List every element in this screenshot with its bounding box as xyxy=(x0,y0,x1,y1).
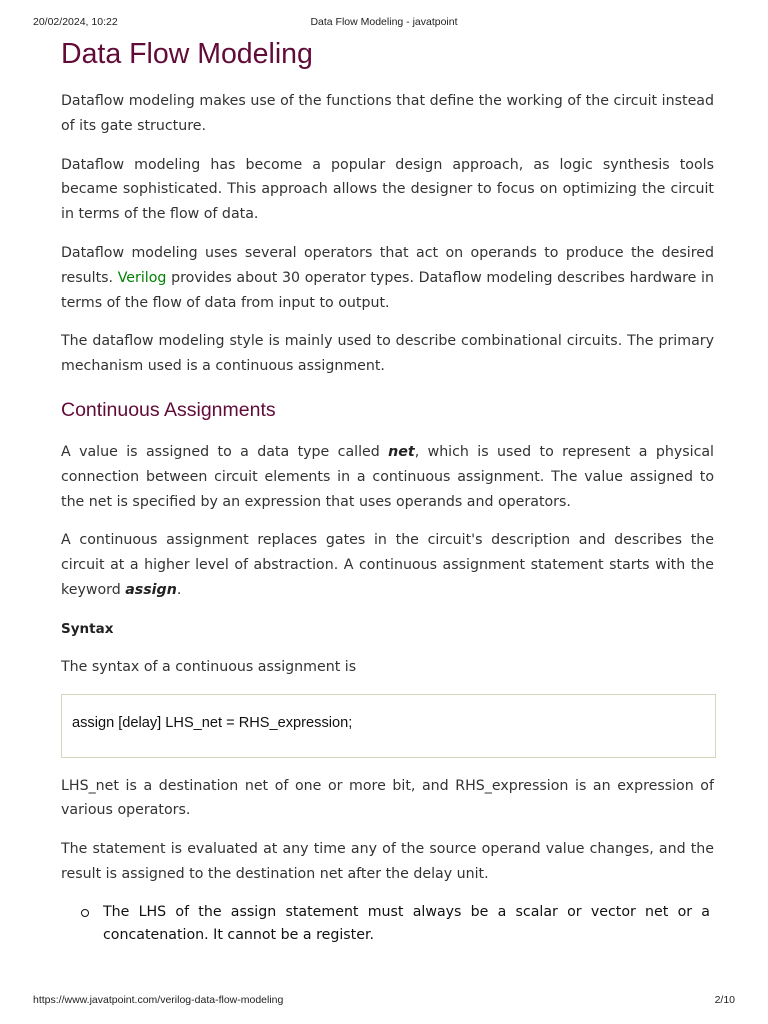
code-block xyxy=(61,694,716,758)
intro-paragraph-3-end: provides about 30 operator types. Dataflow modeling describes hardware in terms of the flow of data from input to output. xyxy=(61,269,714,311)
page-title: Data Flow Modeling xyxy=(61,38,313,70)
section-paragraph-1-start: A value is assigned to a data type called xyxy=(61,443,389,460)
keyword-assign: assign xyxy=(125,581,177,598)
print-url: https://www.javatpoint.com/verilog-data-flow-modeling xyxy=(33,994,284,1006)
print-header xyxy=(33,16,735,30)
intro-paragraph-4: The dataflow modeling style is mainly used to describe combinational circuits. The primary mechanism used is a continuous assignment. xyxy=(61,333,714,375)
intro-paragraph-2: Dataflow modeling has become a popular design approach, as logic synthesis tools became sophisticated. This approach allows the designer to focus on optimizing the circuit in terms of the flow of data. xyxy=(61,156,714,223)
print-document-title: Data Flow Modeling - javatpoint xyxy=(310,16,458,28)
intro-paragraph-3-start: Dataflow modeling uses several operators that act on operands to produce the desired results. xyxy=(61,244,714,286)
syntax-intro: The syntax of a continuous assignment is xyxy=(61,658,357,675)
section-paragraph-2 xyxy=(61,528,714,602)
article-content xyxy=(61,36,714,947)
intro-paragraph-3 xyxy=(61,241,714,315)
section-paragraph-4: The statement is evaluated at any time any of the source operand value changes, and the result is assigned to the destination net after the delay unit. xyxy=(61,841,714,882)
intro-paragraph-1: Dataflow modeling makes use of the functions that define the working of the circuit instead of its gate structure. xyxy=(61,93,714,134)
section-paragraph-2-end: . xyxy=(176,581,182,598)
section-paragraph-1-end: , which is used to represent a physical connection between circuit elements in a continuous assignment. The value assigned to the net is specified by an expression that uses operands and operators. xyxy=(61,443,714,510)
syntax-heading: Syntax xyxy=(61,620,114,637)
print-footer xyxy=(33,994,735,1008)
verilog-link[interactable]: Verilog xyxy=(117,269,167,286)
section-paragraph-1 xyxy=(61,440,714,514)
page-number: 2/10 xyxy=(714,994,735,1006)
section-paragraph-2-start: A continuous assignment replaces gates in the circuit's description and describes the circuit at a higher level of abstraction. A continuous assignment statement starts with the keyword xyxy=(61,532,714,598)
bullet-list xyxy=(61,901,714,947)
list-item-text: The LHS of the assign statement must always be a scalar or vector net or a concatenation. It cannot be a register. xyxy=(103,903,710,943)
code-line: assign [delay] LHS_net = RHS_expression; xyxy=(72,714,353,731)
keyword-net: net xyxy=(388,443,415,460)
print-datetime: 20/02/2024, 10:22 xyxy=(33,16,118,28)
section-paragraph-3: LHS_net is a destination net of one or more bit, and RHS_expression is an expression of various operators. xyxy=(61,777,714,819)
list-item xyxy=(103,901,710,947)
circle-bullet-icon xyxy=(81,909,89,917)
section-title-continuous-assignments: Continuous Assignments xyxy=(61,398,276,421)
